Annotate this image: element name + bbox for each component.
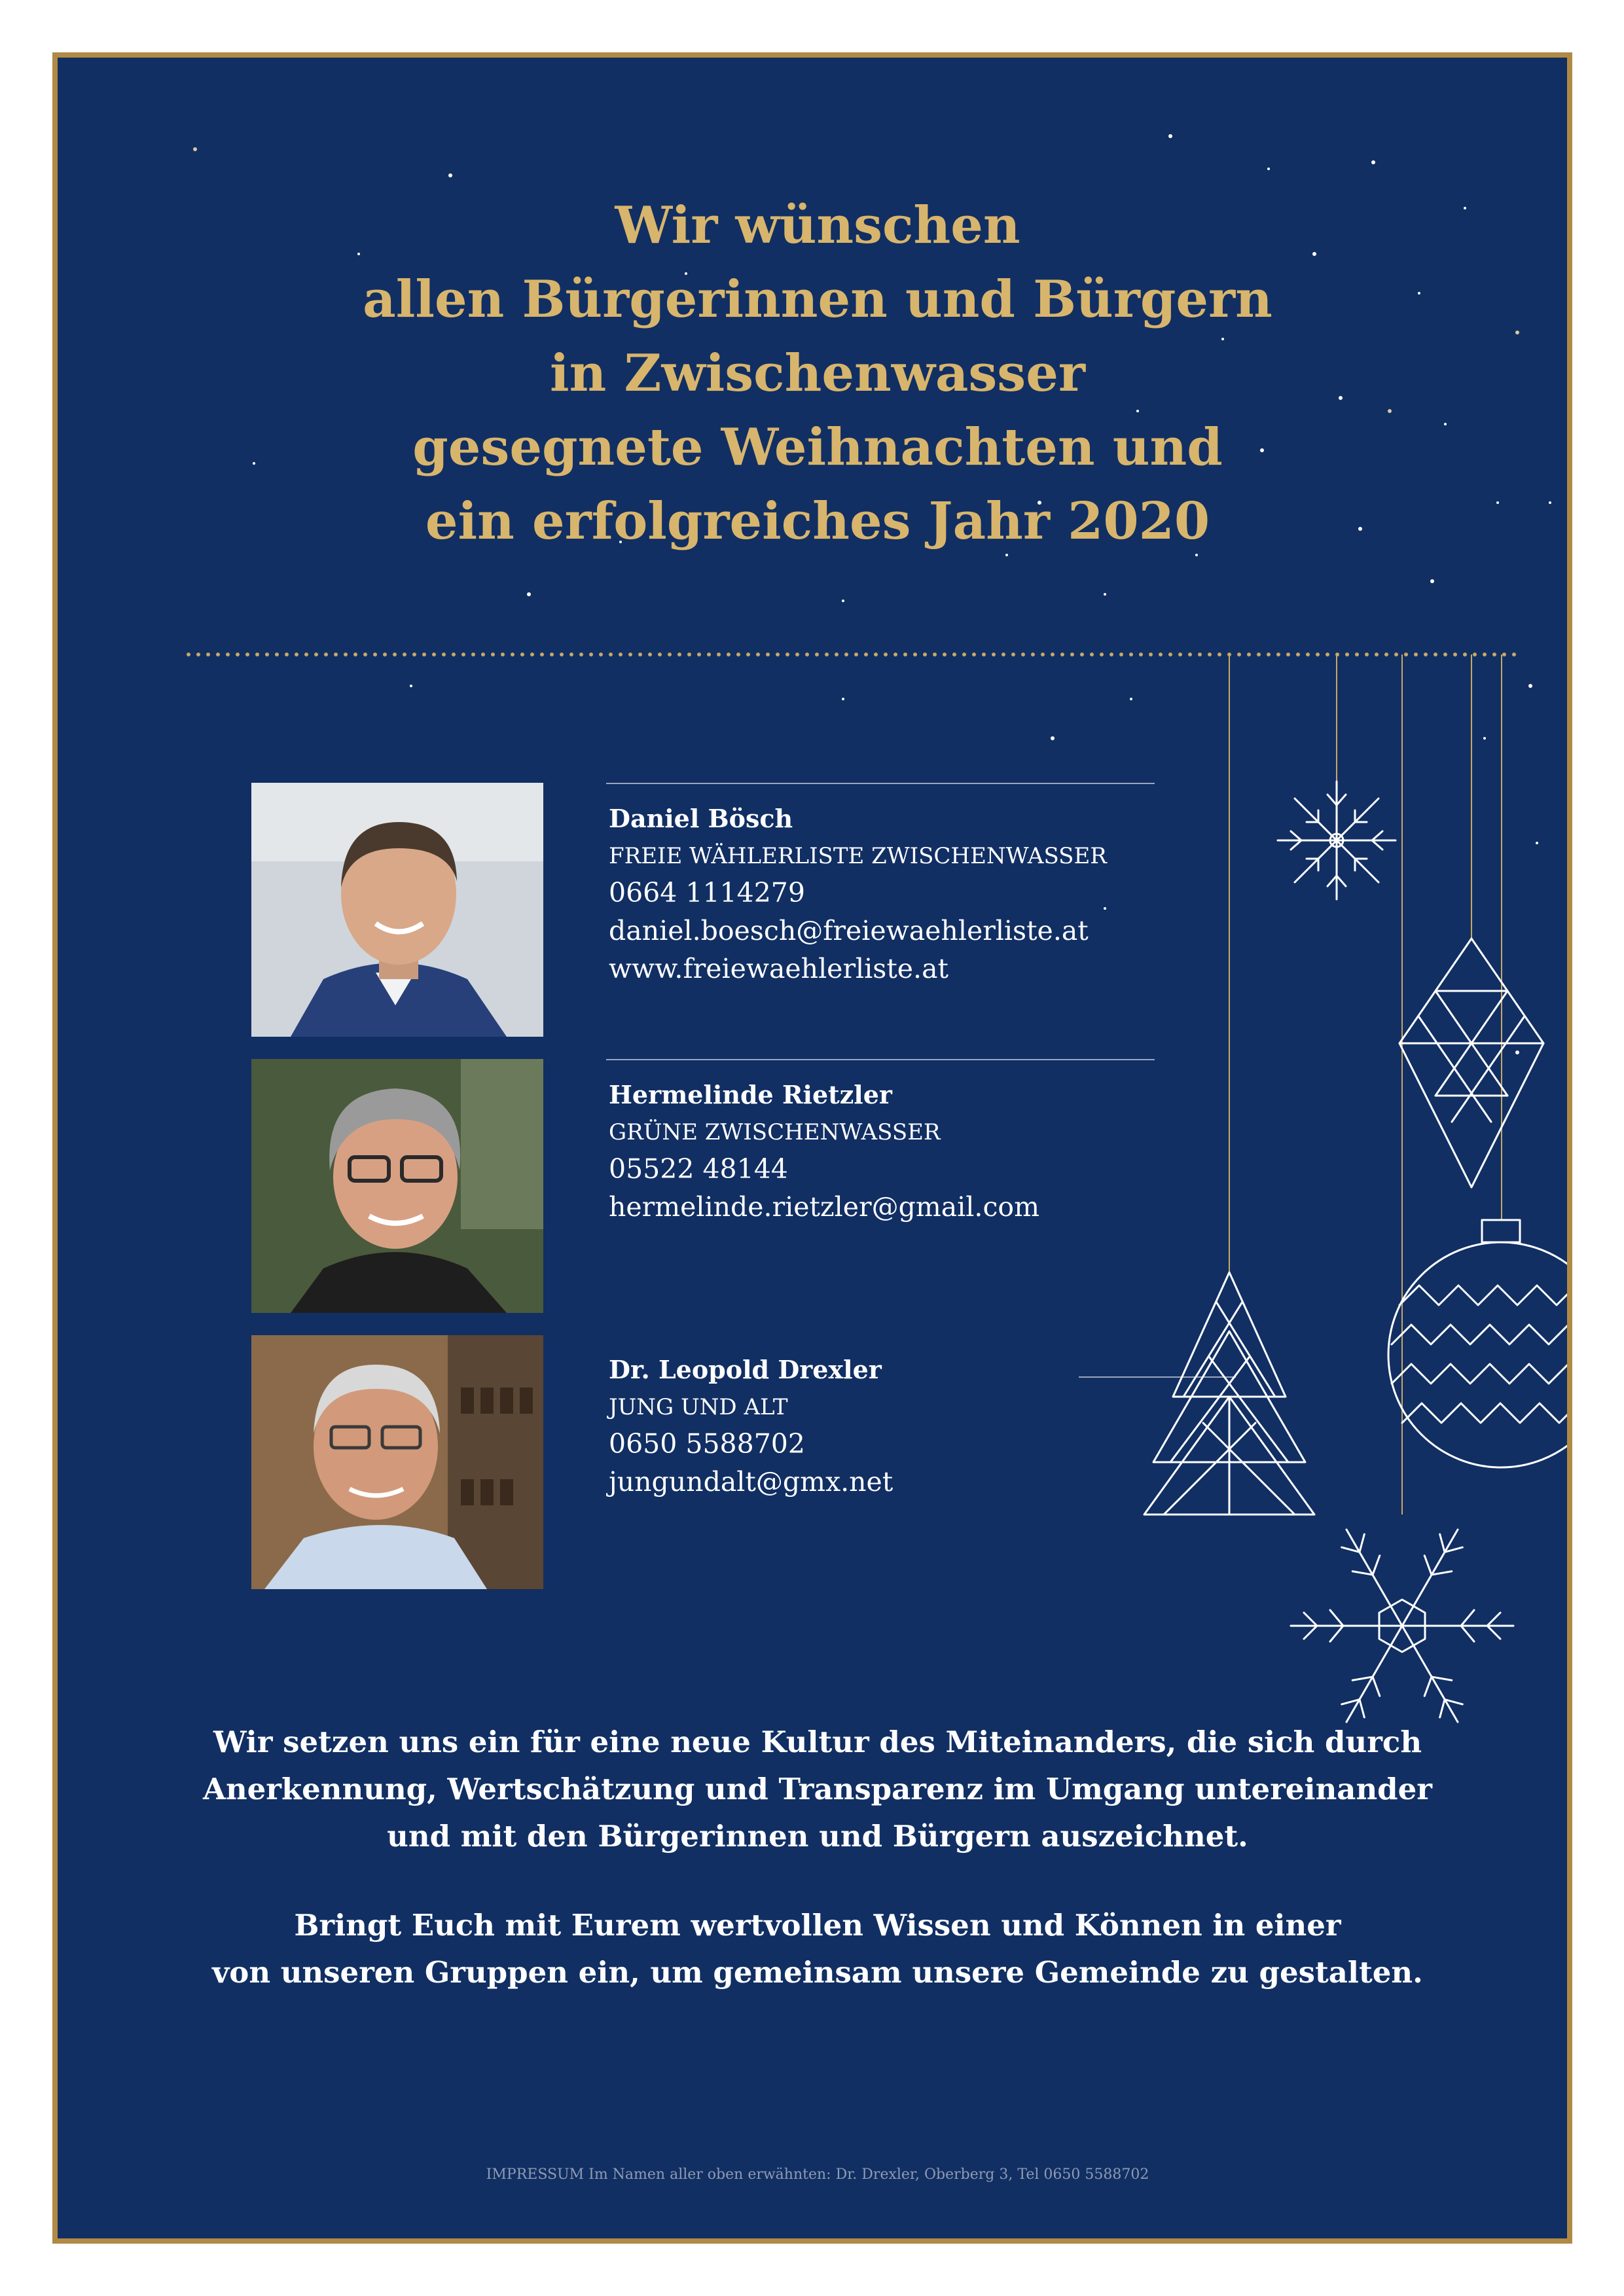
- bauble-ornament-icon: [1388, 1220, 1572, 1467]
- contact-name: Daniel Bösch: [609, 804, 793, 833]
- contact-info: [606, 1059, 1155, 1314]
- contact-organization: JUNG UND ALT: [609, 1394, 788, 1420]
- snowflake-icon: [1278, 781, 1396, 899]
- headline-line: allen Bürgerinnen und Bürgern: [363, 270, 1272, 329]
- contact-phone[interactable]: 0664 1114279: [609, 877, 805, 908]
- paragraph-line: Bringt Euch mit Eurem wertvollen Wissen und Können in einer: [294, 1908, 1341, 1943]
- paragraph-line: und mit den Bürgerinnen und Bürgern auszeichnet.: [387, 1819, 1248, 1854]
- contact-organization: GRÜNE ZWISCHENWASSER: [609, 1119, 941, 1145]
- contact-phone[interactable]: 0650 5588702: [609, 1428, 805, 1460]
- portrait-photo: [251, 1335, 543, 1589]
- contact-email[interactable]: jungundalt@gmx.net: [609, 1466, 893, 1498]
- contact-email[interactable]: daniel.boesch@freiewaehlerliste.at: [609, 915, 1089, 946]
- headline-line: in Zwischenwasser: [550, 344, 1085, 403]
- snowflake-icon: [1291, 1530, 1513, 1722]
- contact-name: Hermelinde Rietzler: [609, 1080, 892, 1109]
- greeting-headline: [58, 188, 1572, 558]
- contact-website[interactable]: www.freiewaehlerliste.at: [609, 953, 949, 984]
- headline-line: ein erfolgreiches Jahr 2020: [425, 492, 1210, 551]
- paragraph-line: Wir setzen uns ein für eine neue Kultur des Miteinanders, die sich durch: [213, 1725, 1422, 1759]
- mission-paragraph: [58, 1719, 1572, 1860]
- headline-line: Wir wünschen: [615, 196, 1020, 255]
- diamond-ornament-icon: [1399, 939, 1543, 1187]
- contact-info: [606, 1335, 1155, 1590]
- portrait-photo: [251, 783, 543, 1037]
- paragraph-line: Anerkennung, Wertschätzung und Transparenz im Umgang untereinander: [203, 1772, 1432, 1806]
- portrait-photo: [251, 1059, 543, 1313]
- contact-card: [251, 783, 1272, 1038]
- impressum: IMPRESSUM Im Namen aller oben erwähnten: Dr. Drexler, Oberberg 3, Tel 0650 5588702: [486, 2166, 1149, 2183]
- contact-name: Dr. Leopold Drexler: [609, 1355, 882, 1384]
- contact-phone[interactable]: 05522 48144: [609, 1153, 788, 1185]
- invitation-paragraph: [58, 1902, 1572, 1996]
- contact-email[interactable]: hermelinde.rietzler@gmail.com: [609, 1191, 1039, 1223]
- contact-card: [251, 1059, 1272, 1314]
- card-frame: [52, 52, 1572, 2244]
- contact-organization: FREIE WÄHLERLISTE ZWISCHENWASSER: [609, 843, 1107, 869]
- contact-info: [606, 783, 1155, 1038]
- contact-card: [251, 1335, 1272, 1590]
- headline-line: gesegnete Weihnachten und: [412, 418, 1223, 477]
- paragraph-line: von unseren Gruppen ein, um gemeinsam unsere Gemeinde zu gestalten.: [212, 1955, 1423, 1990]
